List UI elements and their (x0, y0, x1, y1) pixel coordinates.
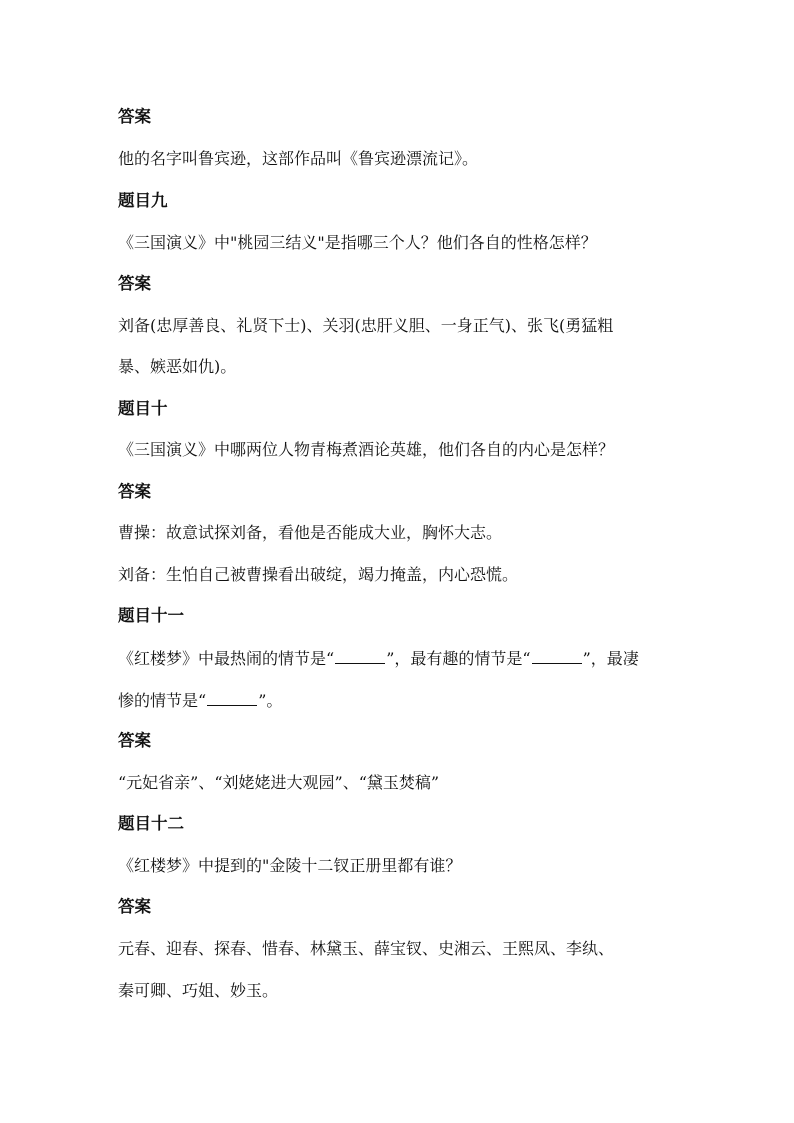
question-heading: 题目十一 (118, 606, 184, 625)
answer-heading: 答案 (118, 482, 151, 501)
question-text-segment: 惨的情节是“ (118, 691, 207, 710)
question-text (118, 647, 639, 670)
question-text: 《红楼梦》中提到的"金陵十二钗正册里都有谁？ (118, 856, 462, 875)
question-text-segment: 《红楼梦》中最热闹的情节是“ (118, 649, 335, 668)
question-text-segment: ”，最凄 (582, 649, 639, 668)
fill-in-blank (335, 647, 385, 664)
answer-text: 刘备(忠厚善良、礼贤下士)、关羽(忠肝义胆、一身正气)、张飞(勇猛粗 (118, 316, 614, 335)
question-text: 《三国演义》中"桃园三结义"是指哪三个人？他们各自的性格怎样？ (118, 233, 597, 252)
answer-text: 刘备：生怕自己被曹操看出破绽，竭力掩盖，内心恐慌。 (118, 565, 519, 584)
answer-heading: 答案 (118, 731, 151, 750)
fill-in-blank (207, 689, 257, 706)
question-text (118, 689, 282, 712)
question-text-segment: ”，最有趣的情节是“ (386, 649, 531, 668)
answer-text: 他的名字叫鲁宾逊，这部作品叫《鲁宾逊漂流记》。 (118, 149, 479, 168)
question-heading: 题目十二 (118, 814, 184, 833)
fill-in-blank (532, 647, 582, 664)
question-text: 《三国演义》中哪两位人物青梅煮酒论英雄，他们各自的内心是怎样？ (118, 440, 615, 459)
question-heading: 题目九 (118, 191, 168, 210)
answer-heading: 答案 (118, 897, 151, 916)
question-text-segment: ”。 (258, 691, 283, 710)
question-heading: 题目十 (118, 399, 168, 418)
answer-text: 暴、嫉恶如仇)。 (118, 357, 237, 376)
answer-text: 秦可卿、巧姐、妙玉。 (118, 981, 279, 1000)
answer-heading: 答案 (118, 107, 151, 126)
answer-text: 曹操：故意试探刘备，看他是否能成大业，胸怀大志。 (118, 523, 503, 542)
answer-text: 元春、迎春、探春、惜春、林黛玉、薛宝钗、史湘云、王熙凤、李纨、 (118, 939, 615, 958)
answer-text: “元妃省亲”、“刘姥姥进大观园”、“黛玉焚稿” (118, 773, 440, 792)
answer-heading: 答案 (118, 274, 151, 293)
